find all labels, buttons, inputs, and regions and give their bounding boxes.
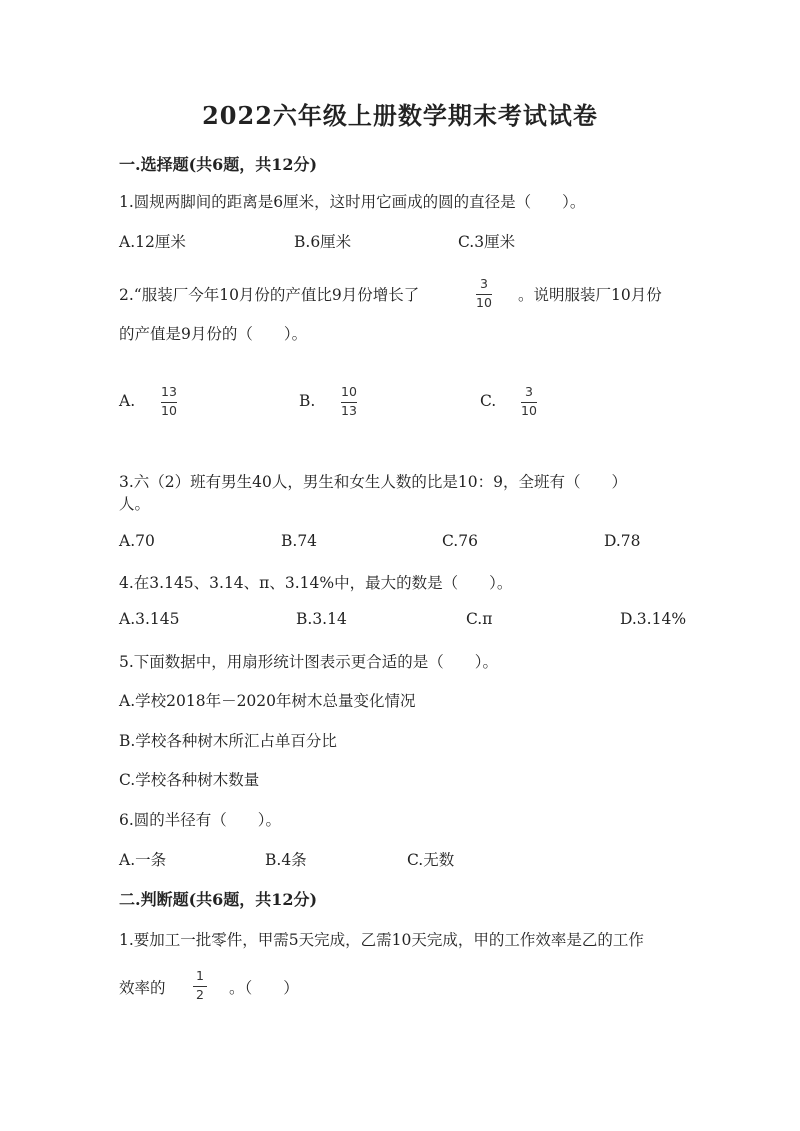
q6-option-c: C.无数	[407, 851, 455, 869]
q2-fraction-denominator: 10	[476, 294, 492, 310]
judgment-question-1-line2: 效率的	[119, 979, 166, 997]
q3-option-c: C.76	[442, 532, 478, 550]
judgment-question-1-line1: 1.要加工一批零件，甲需5天完成，乙需10天完成，甲的工作效率是乙的工作	[119, 931, 644, 949]
q2-option-c-label: C.	[480, 392, 497, 410]
question-3-line2: 人。	[119, 495, 151, 513]
judgment-q1-numerator: 1	[196, 968, 204, 983]
q3-option-d: D.78	[604, 532, 641, 550]
section-heading-judgment: 二.判断题(共6题，共12分)	[119, 890, 318, 909]
question-4-text: 4.在3.145、3.14、π、3.14%中，最大的数是（ ）。	[119, 574, 513, 592]
q1-option-a: A.12厘米	[119, 233, 186, 251]
q4-option-d: D.3.14%	[620, 610, 687, 628]
question-2-text: 2.“服装厂今年10月份的产值比9月份增长了	[119, 286, 420, 304]
q5-option-a: A.学校2018年－2020年树木总量变化情况	[119, 692, 416, 710]
q2-option-c-fraction	[521, 386, 537, 417]
judgment-q1-denominator: 2	[196, 986, 204, 1002]
q3-option-a: A.70	[119, 532, 155, 550]
q6-option-b: B.4条	[265, 851, 307, 869]
section-heading-choice: 一.选择题(共6题，共12分)	[119, 155, 318, 174]
q1-option-c: C.3厘米	[458, 233, 516, 251]
q2-c-numerator: 3	[524, 384, 533, 399]
question-6-text: 6.圆的半径有（ ）。	[119, 811, 282, 829]
q5-option-c: C.学校各种树木数量	[119, 771, 260, 789]
q2-c-denominator: 10	[521, 402, 537, 418]
q3-option-b: B.74	[281, 532, 318, 550]
q2-b-denominator: 13	[341, 402, 357, 418]
q2-a-denominator: 10	[161, 402, 177, 418]
q2-b-numerator: 10	[341, 384, 357, 399]
q2-option-a-fraction	[161, 386, 177, 417]
q4-option-b: B.3.14	[296, 610, 347, 628]
q6-option-a: A.一条	[119, 851, 167, 869]
q2-fraction-numerator: 3	[479, 276, 488, 291]
q5-option-b: B.学校各种树木所汇占单百分比	[119, 732, 337, 750]
judgment-q1-fraction	[193, 970, 207, 1001]
question-5-text: 5.下面数据中，用扇形统计图表示更合适的是（ ）。	[119, 653, 499, 671]
question-2-text-after: 。说明服装厂10月份	[518, 286, 662, 304]
judgment-q1-text-after: 。（ ）	[229, 979, 299, 997]
q2-option-b-fraction	[341, 386, 357, 417]
page-title: 2022六年级上册数学期末考试试卷	[202, 101, 598, 130]
q4-option-a: A.3.145	[119, 610, 180, 628]
q2-option-b-label: B.	[299, 392, 316, 410]
q2-option-a-label: A.	[119, 392, 136, 410]
q1-option-b: B.6厘米	[294, 233, 352, 251]
q2-fraction	[476, 278, 492, 309]
q2-a-numerator: 13	[161, 384, 177, 399]
question-3-line1: 3.六（2）班有男生40人，男生和女生人数的比是10：9，全班有（ ）	[119, 473, 627, 491]
q4-option-c: C.π	[466, 610, 493, 628]
question-1-text: 1.圆规两脚间的距离是6厘米，这时用它画成的圆的直径是（ ）。	[119, 193, 586, 211]
question-2-line2: 的产值是9月份的（ ）。	[119, 325, 308, 343]
